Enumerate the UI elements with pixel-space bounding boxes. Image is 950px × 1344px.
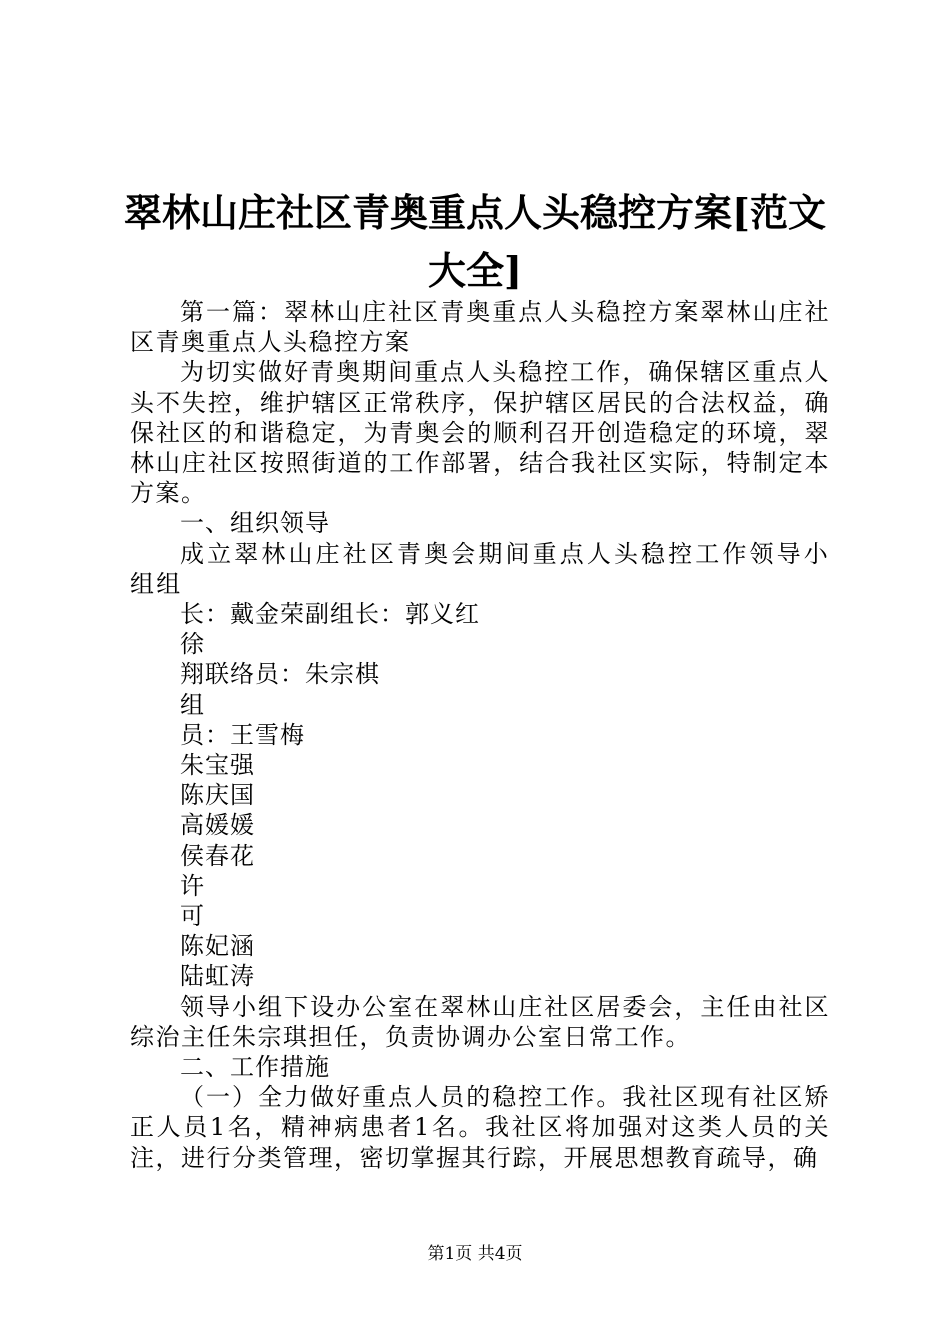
paragraph-leadership-group: 成立翠林山庄社区青奥会期间重点人头稳控工作领导小组组 — [130, 539, 830, 598]
paragraph-office: 领导小组下设办公室在翠林山庄社区居委会，主任由社区综治主任朱宗琪担任，负责协调办公室日常工作。 — [130, 992, 830, 1051]
section-heading-organization: 一、组织领导 — [180, 509, 330, 538]
document-title: 翠林山庄社区青奥重点人头稳控方案[范文大全] — [124, 190, 826, 293]
member-line: 陈庆国 — [180, 781, 255, 810]
member-line: 陈妃涵 — [180, 932, 255, 961]
member-line: 高媛媛 — [180, 811, 255, 840]
member-line: 可 — [180, 902, 205, 931]
member-line: 长：戴金荣副组长：郭义红 — [180, 600, 480, 629]
page-footer: 第1页 共4页 — [427, 1244, 523, 1264]
paragraph-intro: 第一篇：翠林山庄社区青奥重点人头稳控方案翠林山庄社区青奥重点人头稳控方案 — [130, 298, 830, 357]
member-line: 朱宝强 — [180, 751, 255, 780]
member-line: 翔联络员：朱宗棋 — [180, 660, 380, 689]
member-line: 组 — [180, 690, 205, 719]
member-line: 侯春花 — [180, 841, 255, 870]
member-line: 陆虹涛 — [180, 962, 255, 991]
member-line: 徐 — [180, 630, 205, 659]
paragraph-measure-one: （一）全力做好重点人员的稳控工作。我社区现有社区矫正人员1名，精神病患者1名。我社区将加强对这类人员的关注，进行分类管理，密切掌握其行踪，开展思想教育疏导，确 — [130, 1083, 830, 1172]
member-line: 许 — [180, 871, 205, 900]
section-heading-measures: 二、工作措施 — [180, 1053, 330, 1082]
member-line: 员：王雪梅 — [180, 720, 305, 749]
paragraph-purpose: 为切实做好青奥期间重点人头稳控工作，确保辖区重点人头不失控，维护辖区正常秩序，保护辖区居民的合法权益，确保社区的和谐稳定，为青奥会的顺利召开创造稳定的环境，翠林山庄社区按照街道的工作部署，结合我社区实际，特制定本方案。 — [130, 358, 830, 508]
document-body — [130, 297, 830, 1173]
